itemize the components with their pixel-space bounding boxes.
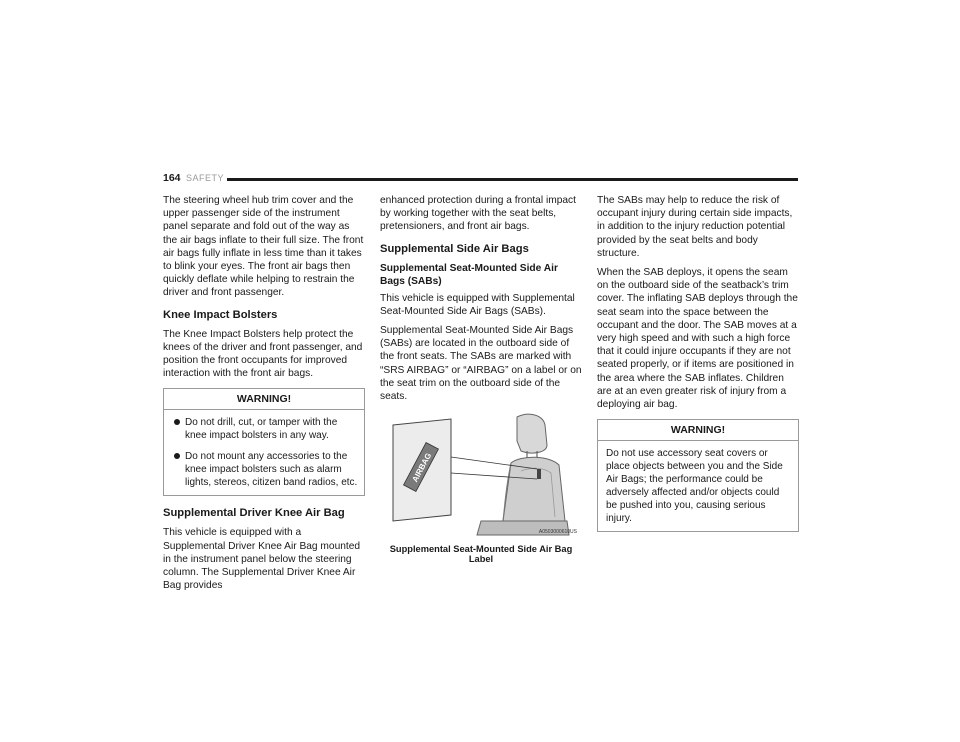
intro-paragraph: The steering wheel hub trim cover and the upper passenger side of the instrument panel separate and fold out of the way as the air bags inflate to their full size. The front air bags fully inflate in less time than it takes to blink your eyes. The front air bags then quickly deflate while helping to restrain the driver and front passenger. (163, 195, 364, 299)
continuation-paragraph: enhanced protection during a frontal impact by working together with the seat belts, pretensioners, and front air bags. (380, 195, 576, 233)
driver-knee-airbag-heading: Supplemental Driver Knee Air Bag (163, 507, 345, 520)
side-airbags-heading: Supplemental Side Air Bags (380, 242, 529, 255)
page-header (163, 170, 798, 186)
knee-bolsters-paragraph: The Knee Impact Bolsters help protect the knees of the driver and front passenger, and position the front occupants for improved interaction with the front air bags. (163, 328, 363, 380)
warning-text: Do not use accessory seat covers or place objects between you and the Side Air Bags; the performance could be adversely affected and/or objects could be pushed into you, causing serious injury. (606, 448, 783, 525)
warning-box-seat-covers (597, 419, 799, 532)
knee-bolsters-heading: Knee Impact Bolsters (163, 308, 278, 321)
sab-deploy-paragraph: When the SAB deploys, it opens the seam on the outboard side of the seatback’s trim cover. The inflating SAB deploys through the seat seam into the space between the occupant and the door. The SAB moves at a very high speed and with such a high force that it could injure occupants if they are not seated properly, or if items are positioned in the area where the SAB inflates. Children are at an even greater risk of injury from a deploying air bag. (597, 267, 798, 411)
airbag-label-text: AIRBAG (410, 451, 434, 484)
warning-title: WARNING! (598, 420, 798, 441)
figure-caption: Supplemental Seat-Mounted Side Air Bag Label (389, 544, 573, 565)
warning-item: Do not drill, cut, or tamper with the knee impact bolsters in any way. (172, 416, 358, 442)
column-middle (380, 194, 582, 568)
page-number: 164 (163, 172, 181, 184)
column-left (163, 194, 365, 598)
driver-knee-airbag-paragraph: This vehicle is equipped with a Supplemental Driver Knee Air Bag mounted in the instrument panel below the steering column. The Supplemental Driver Knee Air Bag provides (163, 527, 361, 592)
bullet-icon (174, 419, 180, 425)
header-rule (227, 178, 798, 181)
sab-paragraph-2: Supplemental Seat-Mounted Side Air Bags (SABs) are located in the outboard side of the front seats. The SABs are marked with “SRS AIRBAG” or “AIRBAG” on a label or on the seat trim on the outboard side of the seats. (380, 325, 582, 403)
sab-paragraph-1: This vehicle is equipped with Supplemental Seat-Mounted Side Air Bags (SABs). (380, 292, 575, 317)
seat-airbag-illustration (381, 411, 581, 537)
column-right (597, 194, 799, 542)
sab-risk-paragraph: The SABs may help to reduce the risk of occupant injury during certain side impacts, in addition to the injury reduction potential provided by the seat belts and body structure. (597, 195, 793, 259)
section-title: SAFETY (186, 173, 225, 183)
warning-box-knee (163, 388, 365, 496)
warning-item: Do not mount any accessories to the knee impact bolsters such as alarm lights, stereos, citizen band radios, etc. (172, 450, 358, 489)
sab-subheading: Supplemental Seat-Mounted Side Air Bags (SABs) (380, 262, 558, 287)
seat-airbag-figure (380, 411, 582, 564)
figure-code: A0503000610US (538, 529, 577, 536)
bullet-icon (174, 453, 180, 459)
warning-title: WARNING! (164, 389, 364, 410)
